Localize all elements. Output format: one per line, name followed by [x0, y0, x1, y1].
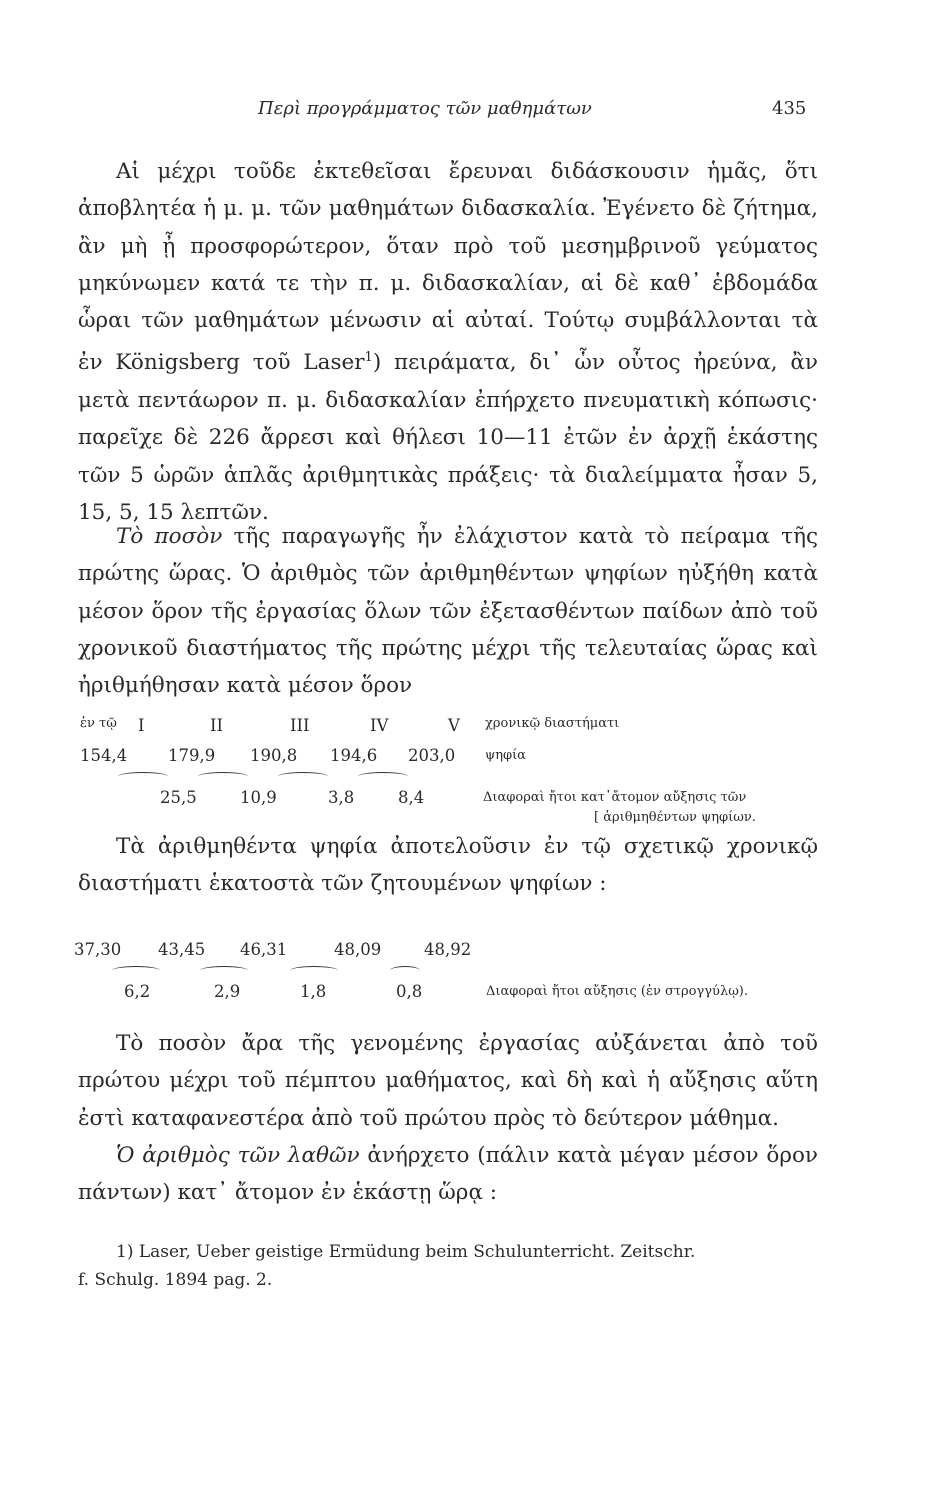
- table1-diffs-row: [80, 788, 820, 812]
- table1-value: 179,9: [168, 746, 216, 765]
- table2-brace: [290, 966, 338, 975]
- running-title: Περὶ προγράμματος τῶν μαθημάτων: [258, 98, 592, 119]
- table2-diff: 6,2: [124, 982, 151, 1001]
- table1-brace: [198, 772, 248, 781]
- table1-diffs-label2: [ ἀριθμηθέντων ψηφίων.: [594, 810, 756, 825]
- table1-brace: [278, 772, 328, 781]
- paragraph-3: [78, 828, 818, 903]
- table2-value: 48,09: [334, 940, 382, 959]
- table2-brace: [200, 966, 248, 975]
- footnote-line1: 1) Laser, Ueber geistige Ermüdung beim Schulunterricht. Zeitschr.: [116, 1242, 696, 1262]
- table2-diff: 0,8: [396, 982, 423, 1001]
- table2-brace: [112, 966, 160, 975]
- table1-hour: I: [138, 716, 145, 735]
- paragraph-1: [78, 153, 818, 531]
- table2-diffs-row: [74, 982, 819, 1006]
- table1-brace: [118, 772, 168, 781]
- table2-values-row: [74, 940, 814, 964]
- paragraph-4b-text: ἀνήρχετο (πάλιν κατὰ μέγαν μέσον ὅρον πάντων) κατ᾽ ἄτομον ἐν ἑκάστῃ ὥρᾳ :: [78, 1142, 818, 1206]
- table1-brace: [358, 772, 408, 781]
- paragraph-4b-italic: Ὁ ἀριθμὸς τῶν λαθῶν: [116, 1142, 360, 1168]
- table1-diff: 10,9: [240, 788, 277, 807]
- table1-value: 194,6: [330, 746, 378, 765]
- table1-values-row: [80, 746, 820, 770]
- table2-value: 46,31: [240, 940, 288, 959]
- table1-hour: II: [210, 716, 224, 735]
- footnote: [78, 1238, 818, 1294]
- table2-value: 43,45: [158, 940, 206, 959]
- table1-value: 154,4: [80, 746, 128, 765]
- table1-hours-label: χρονικῷ διαστήματι: [485, 716, 620, 731]
- paragraph-4-text: Τὸ ποσὸν ἄρα τῆς γενομένης ἐργασίας αὐξάνεται ἀπὸ τοῦ πρώτου μέχρι τοῦ πέμπτου μαθήματος, καὶ δὴ καὶ ἡ αὔξησις αὕτη ἐστὶ καταφανεστέρα ἀπὸ τοῦ πρώτου πρὸς τὸ δεύτερον μάθημα.: [78, 1031, 818, 1131]
- table1-value: 203,0: [408, 746, 456, 765]
- paragraph-2-text: τῆς παραγωγῆς ἦν ἐλάχιστον κατὰ τὸ πείραμα τῆς πρώτης ὥρας. Ὁ ἀριθμὸς τῶν ἀριθμηθέντων ψηφίων ηὐξήθη κατὰ μέσον ὅρον τῆς ἐργασίας ὅλων τῶν ἐξετασθέντων παίδων ἀπὸ τοῦ χρονικοῦ διαστήματος τῆς πρώτης μέχρι τῆς τελευταίας ὥρας καὶ ἠριθμήθησαν κατὰ μέσον ὅρον: [78, 524, 818, 699]
- table2-value: 37,30: [74, 940, 122, 959]
- table1-hour: IV: [370, 716, 389, 735]
- table2-diffs-label: Διαφοραὶ ἤτοι αὔξησις (ἐν στρογγύλῳ).: [486, 984, 748, 999]
- page-number: 435: [772, 98, 807, 119]
- table2-value: 48,92: [424, 940, 472, 959]
- paragraph-1-continuation: ) πειράματα, δι᾽ ὧν οὗτος ἠρεύνα, ἂν μετὰ πεντάωρον π. μ. διδασκαλίαν ἐπήρχετο πνευματικὴ κόπωσις· παρεῖχε δὲ 226 ἄρρεσι καὶ θήλεσι 10—11 ἐτῶν ἐν ἀρχῇ ἑκάστης τῶν 5 ὡρῶν ἁπλᾶς ἀριθμητικὰς πράξεις· τὰ διαλείμματα ἦσαν 5, 15, 5, 15 λεπτῶν.: [78, 350, 819, 525]
- table1-hours-row: [80, 716, 820, 740]
- table1-lead: ἐν τῷ: [80, 716, 117, 731]
- table1-hour: V: [448, 716, 460, 735]
- page-header: [0, 98, 933, 128]
- table1-diff: 3,8: [328, 788, 355, 807]
- table1-diff: 8,4: [398, 788, 425, 807]
- footnote-line2: f. Schulg. 1894 pag. 2.: [78, 1270, 273, 1290]
- table1-diff: 25,5: [160, 788, 197, 807]
- table1-value: 190,8: [250, 746, 298, 765]
- table2-diff: 2,9: [214, 982, 241, 1001]
- table1-values-label: ψηφία: [485, 748, 526, 763]
- paragraph-1-text: Αἱ μέχρι τοῦδε ἐκτεθεῖσαι ἔρευναι διδάσκουσιν ἡμᾶς, ὅτι ἀποβλητέα ἡ μ. μ. τῶν μαθημάτων διδασκαλία. Ἐγένετο δὲ ζήτημα, ἂν μὴ ᾖ προσφορώτερον, ὅταν πρὸ τοῦ μεσημβρινοῦ γεύματος μηκύνωμεν κατά τε τὴν π. μ. διδασκαλίαν, αἱ δὲ καθ᾽ ἑβδομάδα ὧραι τῶν μαθημάτων μένωσιν αἱ αὐταί. Τούτῳ συμβάλλονται τὰ ἐν Königsberg τοῦ Laser: [78, 159, 818, 376]
- table1-diffs-label: Διαφοραὶ ἤτοι κατ᾽ἄτομον αὔξησις τῶν: [483, 790, 747, 805]
- paragraph-3-text: Τὰ ἀριθμηθέντα ψηφία ἀποτελοῦσιν ἐν τῷ σχετικῷ χρονικῷ διαστήματι ἑκατοστὰ τῶν ζητουμένων ψηφίων :: [78, 834, 818, 897]
- table2-diff: 1,8: [300, 982, 327, 1001]
- paragraph-2-italic: Τὸ ποσὸν: [116, 524, 223, 549]
- paragraph-4: [78, 1025, 818, 1211]
- footnote-ref: 1: [364, 350, 373, 366]
- table2-brace: [390, 966, 420, 975]
- paragraph-2: [78, 518, 818, 704]
- table1-hour: III: [290, 716, 310, 735]
